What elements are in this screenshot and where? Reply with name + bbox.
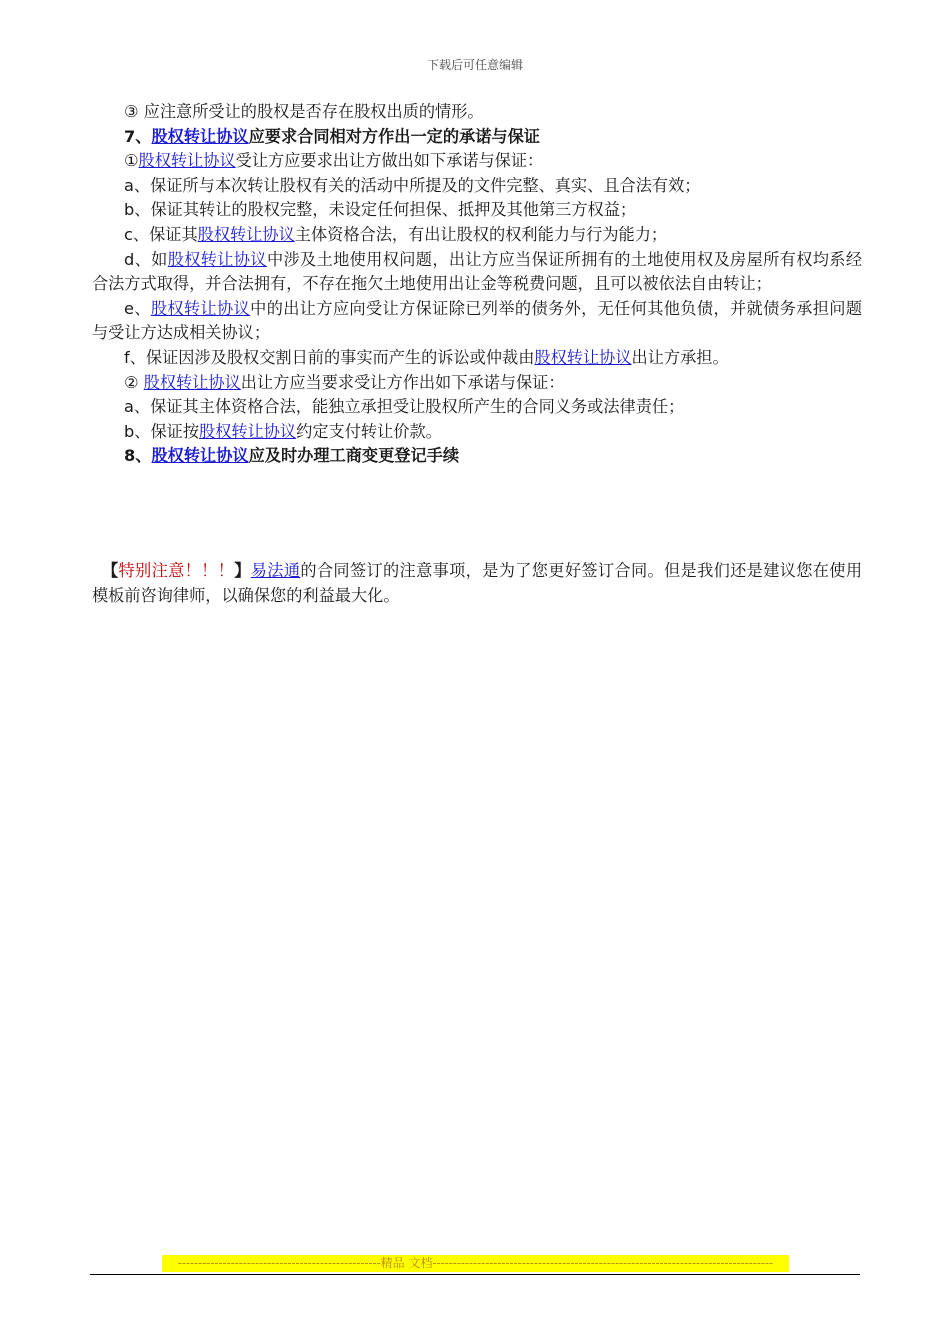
paragraph (92, 223, 862, 248)
agreement-link[interactable]: 股权转让协议 (199, 421, 297, 441)
paragraph (92, 371, 862, 396)
footer-label: 精品 文档 (380, 1256, 433, 1270)
paragraph-text: b、保证其转让的股权完整，未设定任何担保、抵押及其他第三方权益； (124, 200, 637, 220)
agreement-link[interactable]: 股权转让协议 (150, 298, 251, 318)
paragraph (92, 395, 862, 420)
notice-close-bracket: 】 (234, 561, 251, 580)
paragraph-text: 应要求合同相对方作出一定的承诺与保证 (248, 126, 540, 146)
agreement-link[interactable]: 股权转让协议 (151, 126, 249, 146)
paragraph (92, 149, 862, 174)
paragraph (92, 125, 862, 150)
special-notice (92, 559, 862, 608)
notice-open-bracket: 【 (102, 561, 119, 580)
paragraph (92, 100, 862, 125)
notice-highlight: 特别注意！！！ (118, 561, 235, 580)
footer-left-dashes: -------------------------------------------------- (177, 1256, 381, 1270)
paragraph-text: 受让方应要求出让方做出如下承诺与保证： (235, 151, 544, 171)
agreement-link[interactable]: 股权转让协议 (167, 249, 267, 269)
paragraph-text: 约定支付转让价款。 (296, 421, 442, 441)
paragraph-text: e、 (124, 298, 151, 318)
paragraph-text: ③ 应注意所受让的股权是否存在股权出质的情形。 (124, 102, 484, 121)
agreement-link[interactable]: 股权转让协议 (151, 446, 249, 466)
paragraph-text: c、保证其 (124, 224, 198, 244)
paragraph-text: d、如 (124, 249, 168, 269)
paragraph-text: 应及时办理工商变更登记手续 (248, 446, 460, 466)
paragraph-text: 中涉及土地使用权问题，出让方应当保证所拥有的土地使用权及房屋所有权均系经合法方式取得，并合法拥有，不存在拖欠土地使用出让金等税费问题，且可以被依法自由转让； (92, 249, 863, 294)
footer-right-dashes: ------------------------------------------------------------------------------------ (432, 1256, 774, 1270)
paragraph-text: 中的出让方应向受让方保证除已列举的债务外，无任何其他负债，并就债务承担问题与受让方达成相关协议； (92, 298, 863, 343)
paragraph-text: a、保证其主体资格合法，能独立承担受让股权所产生的合同义务或法律责任； (124, 397, 685, 417)
footer-rule (90, 1274, 860, 1275)
paragraph-text: 出让方承担。 (631, 347, 729, 367)
paragraph (92, 198, 862, 223)
paragraph (92, 248, 862, 297)
agreement-link[interactable]: 股权转让协议 (138, 151, 236, 171)
paragraph (92, 174, 862, 199)
agreement-link[interactable]: 股权转让协议 (534, 347, 632, 367)
paragraph (92, 420, 862, 445)
paragraph (92, 346, 862, 371)
notice-link[interactable]: 易法通 (250, 561, 301, 580)
paragraph-text: f、保证因涉及股权交割日前的事实而产生的诉讼或仲裁由 (124, 347, 535, 367)
paragraph-text: 出让方应当要求受让方作出如下承诺与保证： (240, 372, 565, 392)
agreement-link[interactable]: 股权转让协议 (197, 224, 295, 244)
agreement-link[interactable]: 股权转让协议 (143, 372, 241, 392)
document-body (92, 100, 862, 469)
page-header: 下载后可任意编辑 (426, 58, 523, 72)
page-footer (162, 1255, 789, 1272)
paragraph-text: ① (124, 151, 139, 171)
paragraph-text: 8、 (124, 446, 152, 466)
paragraph (92, 444, 862, 469)
notice-body: 的合同签订的注意事项，是为了您更好签订合同。但是我们还是建议您在使用模板前咨询律师，以确保您的利益最大化。 (92, 561, 863, 605)
paragraph-text: a、保证所与本次转让股权有关的活动中所提及的文件完整、真实、且合法有效； (124, 175, 701, 195)
paragraph-text: 主体资格合法，有出让股权的权利能力与行为能力； (294, 224, 668, 244)
paragraph-text: b、保证按 (124, 421, 200, 441)
paragraph-text: ② (124, 372, 144, 392)
paragraph (92, 297, 862, 346)
paragraph-text: 7、 (124, 126, 152, 146)
